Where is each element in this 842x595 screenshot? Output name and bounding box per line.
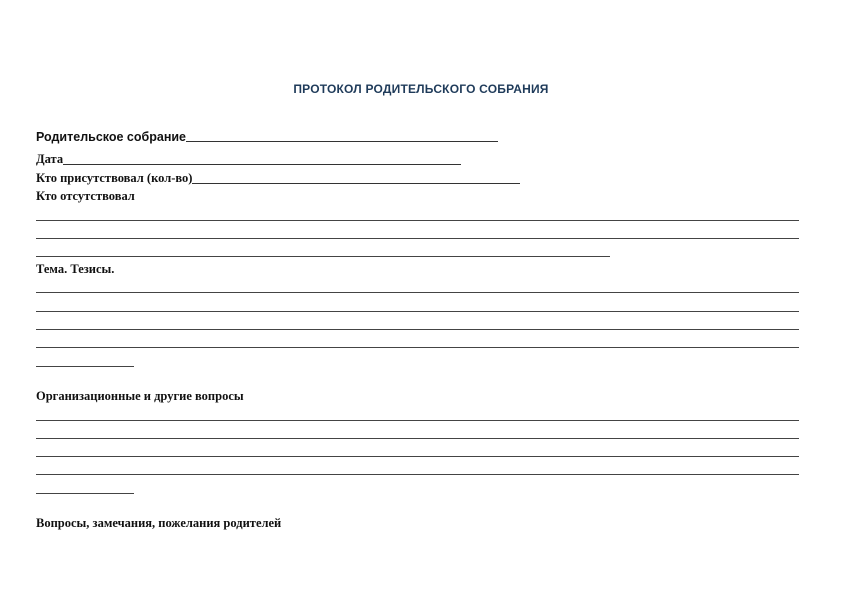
- theses-heading: Тема. Тезисы.: [36, 262, 115, 276]
- present-blank[interactable]: [192, 183, 520, 184]
- organizational-line-1[interactable]: [36, 420, 799, 421]
- theses-line-1[interactable]: [36, 292, 799, 293]
- questions-heading: Вопросы, замечания, пожелания родителей: [36, 516, 282, 530]
- present-label: Кто присутствовал (кол-во): [36, 171, 193, 185]
- absent-label: Кто отсутствовал: [36, 189, 135, 203]
- date-label: Дата: [36, 152, 64, 166]
- theses-line-3[interactable]: [36, 329, 799, 330]
- meeting-blank[interactable]: [186, 141, 498, 142]
- theses-line-4[interactable]: [36, 347, 799, 348]
- meeting-label: Родительское собрание: [36, 130, 186, 144]
- absent-field: [36, 189, 135, 204]
- theses-section: [36, 262, 114, 277]
- absent-line-3[interactable]: [36, 256, 610, 257]
- page-title: ПРОТОКОЛ РОДИТЕЛЬСКОГО СОБРАНИЯ: [293, 82, 549, 96]
- organizational-heading: Организационные и другие вопросы: [36, 389, 244, 403]
- absent-line-2[interactable]: [36, 238, 799, 239]
- date-field: [36, 152, 461, 167]
- theses-line-5[interactable]: [36, 366, 134, 367]
- theses-line-2[interactable]: [36, 311, 799, 312]
- present-field: [36, 171, 520, 186]
- questions-section: [36, 516, 281, 531]
- date-blank[interactable]: [63, 164, 461, 165]
- organizational-line-5[interactable]: [36, 493, 134, 494]
- meeting-field: [36, 130, 498, 144]
- absent-line-1[interactable]: [36, 220, 799, 221]
- organizational-line-4[interactable]: [36, 474, 799, 475]
- organizational-line-3[interactable]: [36, 456, 799, 457]
- organizational-section: [36, 389, 244, 404]
- organizational-line-2[interactable]: [36, 438, 799, 439]
